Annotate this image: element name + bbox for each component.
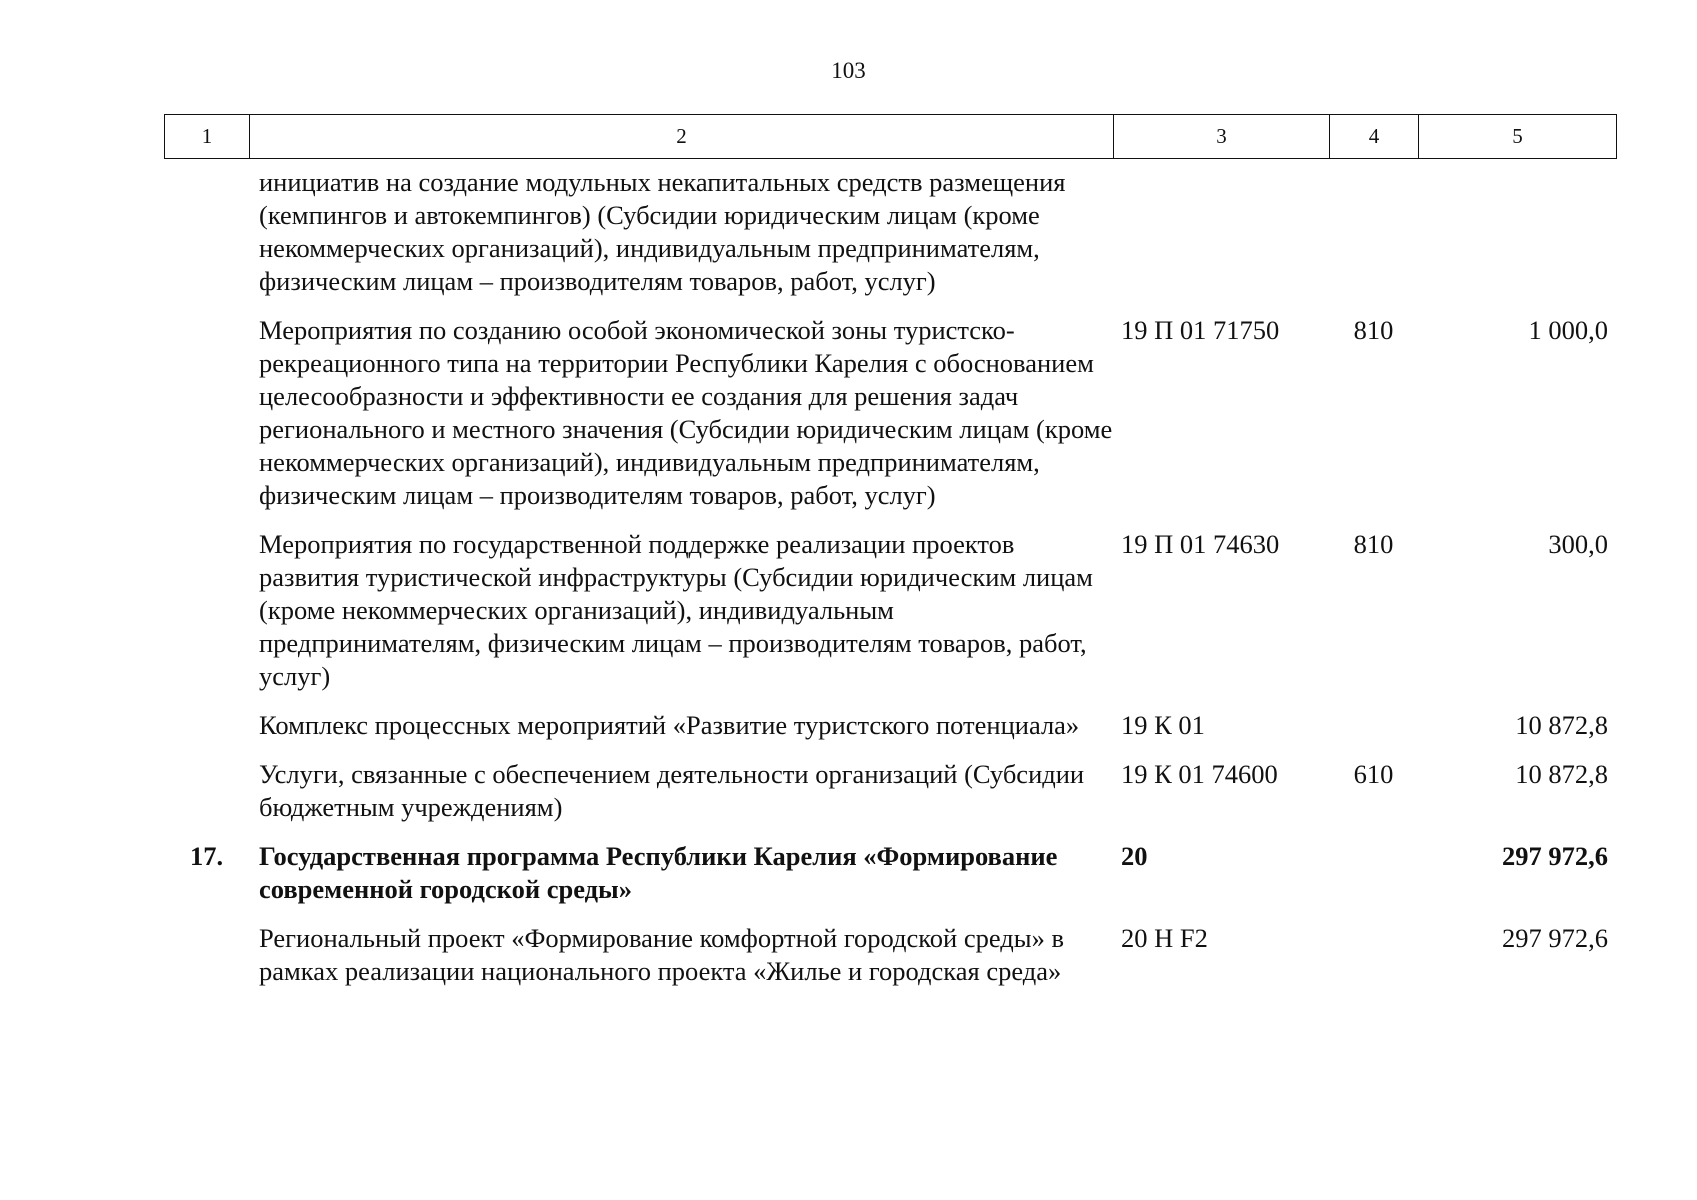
row-name: Мероприятия по созданию особой экономической зоны туристско-рекреационного типа на территории Республики Карелия с обоснованием целесообразности и эффективности ее создания для решения задач регионального и местного значения (Субсидии юридическим лицам (кроме некоммерческих организаций), индивидуальным предпринимателям, физическим лицам – производителям товаров, работ, услуг) <box>259 315 1113 510</box>
row-type <box>1329 922 1418 988</box>
row-type: 610 <box>1353 759 1394 789</box>
row-amount: 10 872,8 <box>1515 710 1608 740</box>
row-type: 810 <box>1353 315 1394 345</box>
row-code: 19 К 01 <box>1121 710 1205 740</box>
column-header-row <box>165 115 1617 159</box>
row-amount <box>1418 166 1616 298</box>
row-code: 19 П 01 71750 <box>1121 315 1280 345</box>
table-row <box>164 528 1616 693</box>
row-number <box>164 314 249 512</box>
row-code: 19 К 01 74600 <box>1121 759 1278 789</box>
table-row <box>164 758 1616 824</box>
table-row <box>164 709 1616 742</box>
table-row <box>164 166 1616 298</box>
row-code: 19 П 01 74630 <box>1121 529 1280 559</box>
column-header-2: 2 <box>250 115 1114 159</box>
page-number: 103 <box>831 58 866 83</box>
row-amount: 297 972,6 <box>1502 923 1608 953</box>
row-name: инициатив на создание модульных некапитальных средств размещения (кемпингов и автокемпингов) (Субсидии юридическим лицам (кроме некоммерческих организаций), индивидуальным предпринимателям, физическим лицам – производителям товаров, работ, услуг) <box>259 167 1066 296</box>
row-code: 20 <box>1121 841 1148 871</box>
table-row <box>164 314 1616 512</box>
row-number <box>164 528 249 693</box>
row-name: Комплекс процессных мероприятий «Развитие туристского потенциала» <box>259 710 1080 740</box>
row-number: 17. <box>189 841 224 871</box>
row-code <box>1113 166 1329 298</box>
column-header-1: 1 <box>165 115 250 159</box>
row-type: 810 <box>1353 529 1394 559</box>
row-number <box>164 758 249 824</box>
column-header-table <box>164 114 1617 159</box>
row-amount: 300,0 <box>1548 529 1608 559</box>
row-number <box>164 709 249 742</box>
row-code: 20 Н F2 <box>1121 923 1208 953</box>
row-number <box>164 922 249 988</box>
column-header-5: 5 <box>1419 115 1617 159</box>
column-header-4: 4 <box>1330 115 1419 159</box>
column-header-3: 3 <box>1114 115 1330 159</box>
row-amount: 297 972,6 <box>1502 841 1608 871</box>
table-row <box>164 922 1616 988</box>
row-amount: 10 872,8 <box>1515 759 1608 789</box>
row-name: Мероприятия по государственной поддержке реализации проектов развития туристической инфраструктуры (Субсидии юридическим лицам (кроме некоммерческих организаций), индивидуальным предпринимателям, физическим лицам – производителям товаров, работ, услуг) <box>259 529 1093 691</box>
row-type <box>1329 709 1418 742</box>
row-amount: 1 000,0 <box>1528 315 1608 345</box>
table-body <box>164 166 1616 1004</box>
row-name: Государственная программа Республики Карелия «Формирование современной городской среды» <box>259 841 1058 904</box>
row-type <box>1329 166 1418 298</box>
row-name: Услуги, связанные с обеспечением деятельности организаций (Субсидии бюджетным учреждениям) <box>259 759 1085 822</box>
table-row-program <box>164 840 1616 906</box>
row-number <box>164 166 249 298</box>
row-name: Региональный проект «Формирование комфортной городской среды» в рамках реализации национального проекта «Жилье и городская среда» <box>259 923 1064 986</box>
row-type <box>1329 840 1418 906</box>
